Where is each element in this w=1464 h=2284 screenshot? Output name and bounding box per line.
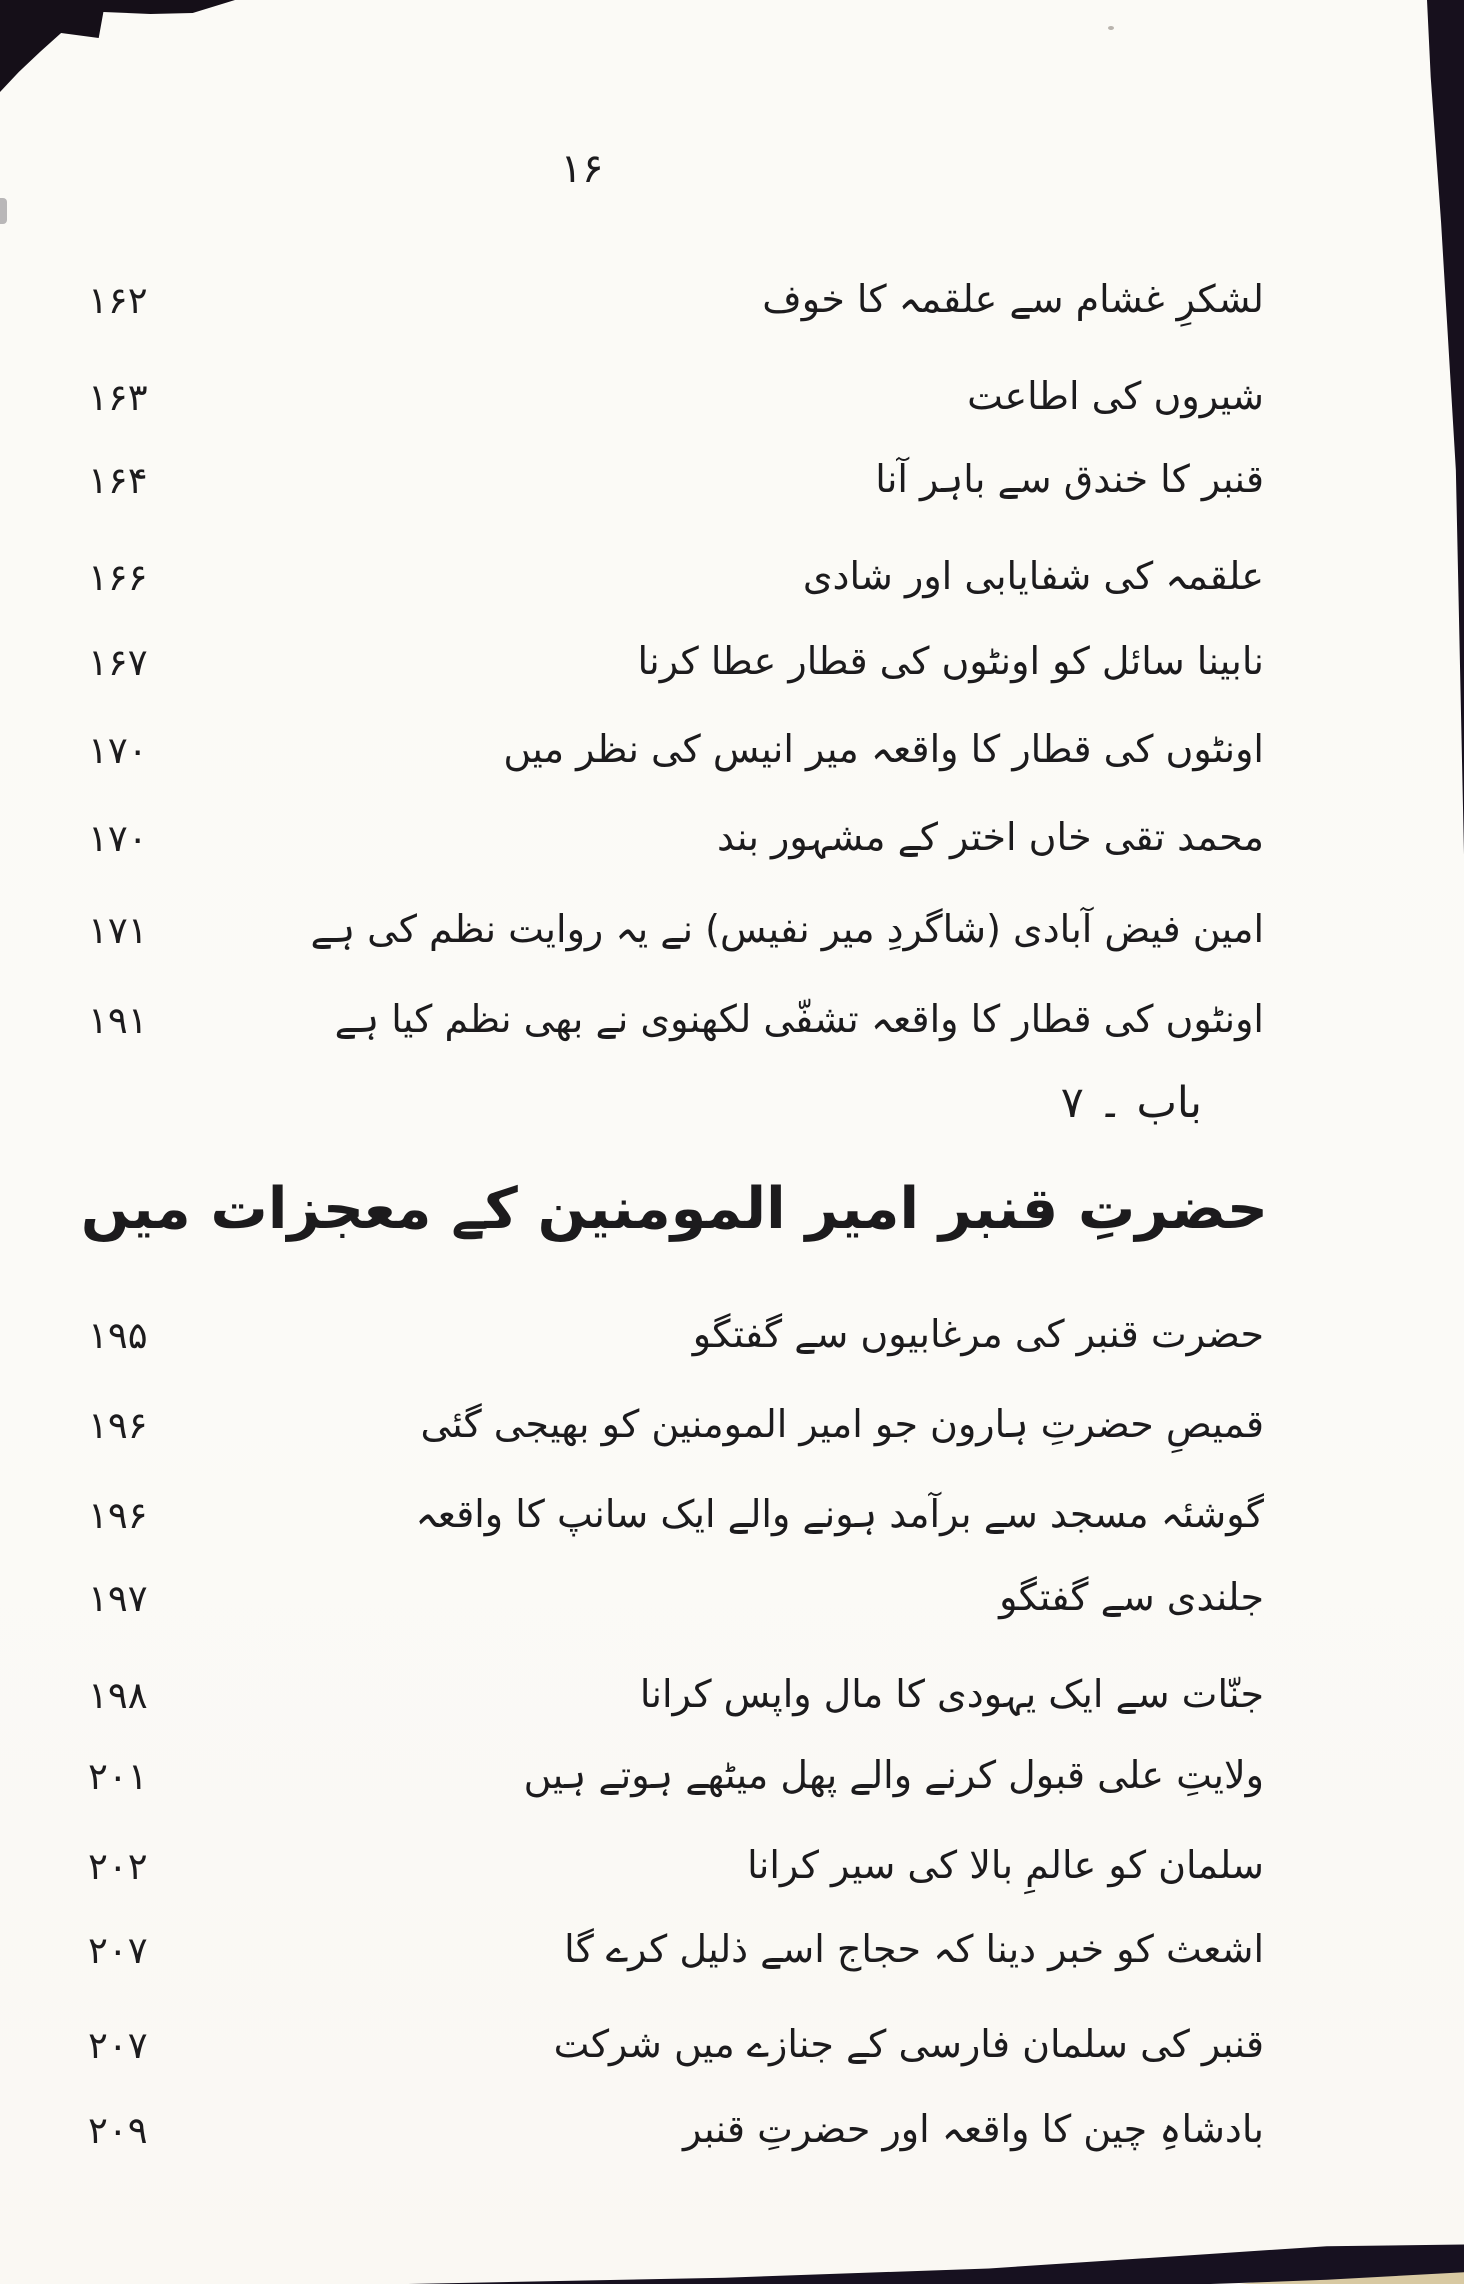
scan-artifact-top-left xyxy=(0,0,235,100)
toc-entry-page: ۱۶۳ xyxy=(88,375,148,419)
toc-row xyxy=(88,624,1264,700)
toc-entry-page: ۲۰۹ xyxy=(88,2108,148,2152)
toc-entry-page: ۱۶۷ xyxy=(88,640,148,684)
toc-row xyxy=(88,1657,1264,1733)
toc-entry-title: بادشاہِ چین کا واقعہ اور حضرتِ قنبر xyxy=(683,2107,1264,2152)
toc-entry-title: شیروں کی اطاعت xyxy=(967,374,1264,419)
toc-row xyxy=(88,1738,1264,1814)
toc-row xyxy=(88,892,1264,968)
toc-entry-title: اشعث کو خبر دینا کہ حجاج اسے ذلیل کرے گا xyxy=(564,1927,1264,1972)
toc-entry-page: ۱۶۶ xyxy=(88,555,148,599)
toc-entry-page: ۱۹۶ xyxy=(88,1403,148,1447)
toc-entry-title: اونٹوں کی قطار کا واقعہ میر انیس کی نظر میں xyxy=(503,727,1264,772)
toc-row xyxy=(88,1477,1264,1553)
chapter-label: باب ۔ ۷ xyxy=(1060,1078,1202,1128)
toc-entry-page: ۱۹۵ xyxy=(88,1313,148,1357)
toc-entry-title: نابینا سائل کو اونٹوں کی قطار عطا کرنا xyxy=(637,639,1264,684)
toc-entry-page: ۱۹۶ xyxy=(88,1493,148,1537)
toc-entry-title: اونٹوں کی قطار کا واقعہ تشفّی لکھنوی نے بھی نظم کیا ہے xyxy=(334,997,1264,1042)
toc-entry-title: ولایتِ علی قبول کرنے والے پھل میٹھے ہوتے ہیں xyxy=(523,1753,1264,1798)
toc-row xyxy=(88,1560,1264,1636)
page-number: ۱۶ xyxy=(560,146,604,192)
scan-artifact-right-edge xyxy=(1427,0,1464,855)
toc-entry-title: حضرت قنبر کی مرغابیوں سے گفتگو xyxy=(692,1312,1264,1357)
scan-speck xyxy=(0,198,7,224)
toc-entry-page: ۲۰۷ xyxy=(88,2023,148,2067)
toc-entry-title: امین فیض آبادی (شاگردِ میر نفیس) نے یہ روایت نظم کی ہے xyxy=(310,907,1264,952)
toc-row xyxy=(88,2092,1264,2168)
toc-entry-page: ۲۰۱ xyxy=(88,1754,148,1798)
toc-row xyxy=(88,359,1264,435)
toc-entry-title: قنبر کی سلمان فارسی کے جنازے میں شرکت xyxy=(553,2022,1264,2067)
toc-entry-page: ۱۷۰ xyxy=(88,816,148,860)
toc-entry-title: قمیصِ حضرتِ ہارون جو امیر المومنین کو بھیجی گئی xyxy=(420,1402,1264,1447)
toc-entry-title: گوشئہ مسجد سے برآمد ہونے والے ایک سانپ کا واقعہ xyxy=(415,1492,1264,1537)
toc-entry-page: ۱۶۴ xyxy=(88,458,148,502)
toc-row xyxy=(88,2007,1264,2083)
toc-row xyxy=(88,262,1264,338)
toc-entry-page: ۱۹۷ xyxy=(88,1576,148,1620)
toc-entry-page: ۱۶۲ xyxy=(88,278,148,322)
toc-row xyxy=(88,1387,1264,1463)
toc-entry-page: ۱۹۱ xyxy=(88,998,148,1042)
toc-entry-title: جنّات سے ایک یہودی کا مال واپس کرانا xyxy=(639,1672,1264,1717)
toc-entry-title: جلندی سے گفتگو xyxy=(999,1575,1264,1620)
toc-entry-page: ۲۰۷ xyxy=(88,1928,148,1972)
toc-row xyxy=(88,1297,1264,1373)
toc-row xyxy=(88,1912,1264,1988)
toc-row xyxy=(88,1828,1264,1904)
toc-row xyxy=(88,539,1264,615)
toc-entry-page: ۱۷۱ xyxy=(88,908,148,952)
toc-entry-title: لشکرِ غشام سے علقمہ کا خوف xyxy=(762,277,1264,322)
toc-row xyxy=(88,442,1264,518)
chapter-title: حضرتِ قنبر امیر المومنین کے معجزات میں xyxy=(80,1176,1268,1242)
toc-row xyxy=(88,800,1264,876)
toc-entry-title: قنبر کا خندق سے باہر آنا xyxy=(875,457,1264,502)
toc-entry-page: ۲۰۲ xyxy=(88,1844,148,1888)
toc-row xyxy=(88,712,1264,788)
toc-entry-page: ۱۹۸ xyxy=(88,1673,148,1717)
toc-entry-title: سلمان کو عالمِ بالا کی سیر کرانا xyxy=(747,1843,1264,1888)
toc-entry-title: محمد تقی خاں اختر کے مشہور بند xyxy=(716,815,1264,860)
toc-entry-title: علقمہ کی شفایابی اور شادی xyxy=(802,554,1264,599)
scan-artifact-bottom-edge xyxy=(408,2242,1464,2284)
toc-row xyxy=(88,982,1264,1058)
scan-dot xyxy=(1108,26,1114,30)
toc-entry-page: ۱۷۰ xyxy=(88,728,148,772)
